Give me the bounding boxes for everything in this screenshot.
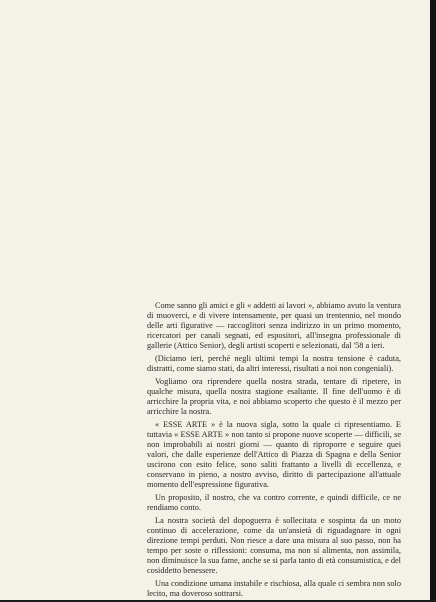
paragraph: La nostra società del dopoguerra è sollecitata e sospinta da un moto continuo di accelerazione, come da un'ansietà di riguadagnare in ogni direzione tempi perduti. Non riesce a dare una misura al suo passo, non ha tempo per soste o riflessioni: consuma, ma non si alimenta, non assimila, non diminuisce la sua fame, anche se si parla tanto di età consumistica, e del cosiddetto benessere.: [147, 515, 401, 576]
paragraph: Vogliamo ora riprendere quella nostra strada, tentare di ripetere, in qualche misura, quella nostra stagione esaltante. Il fine dell'uomo è di arricchire la propria vita, e noi abbiamo scoperto che questo è il mezzo per arricchire la nostra.: [147, 376, 401, 417]
paragraph: Come sanno gli amici e gli « addetti ai lavori », abbiamo avuto la ventura di muoverci, e di vivere intensamente, per quasi un trentennio, nel mondo delle arti figurative — raccoglitori senza indirizzo in un primo momento, ricercatori per canali segnati, ed espositori, all'insegna professionale di gallerie (Attico Senior), degli artisti scoperti e selezionati, dal '58 a ieri.: [147, 301, 401, 351]
paragraph: Una condizione umana instabile e rischiosa, alla quale ci sembra non solo lecito, ma doveroso sottrarsi.: [147, 579, 401, 599]
paragraph: Un proposito, il nostro, che va contro corrente, e quindi difficile, ce ne rendiamo conto.: [147, 493, 401, 513]
body-text: [147, 301, 401, 602]
paragraph: « ESSE ARTE » è la nuova sigla, sotto la quale ci ripresentiamo. E tuttavia « ESSE ARTE » non tanto si propone nuove scoperte — difficili, se non improbabili ai nostri giorni — quanto di riproporre e seguire quei valori, che dalle esperienze dell'Attico di Piazza di Spagna e della Senior uscirono con esito felice, sono saliti frattanto a livelli di eccellenza, e conservano in pieno, a nostro avviso, diritto di partecipazione all'attuale momento dell'espressione figurativa.: [147, 419, 401, 490]
paragraph: (Diciamo ieri, perché negli ultimi tempi la nostra tensione è caduta, distratti, come siamo stati, da altri interessi, risultati a noi non congeniali).: [147, 354, 401, 374]
page-edge: [430, 0, 436, 600]
